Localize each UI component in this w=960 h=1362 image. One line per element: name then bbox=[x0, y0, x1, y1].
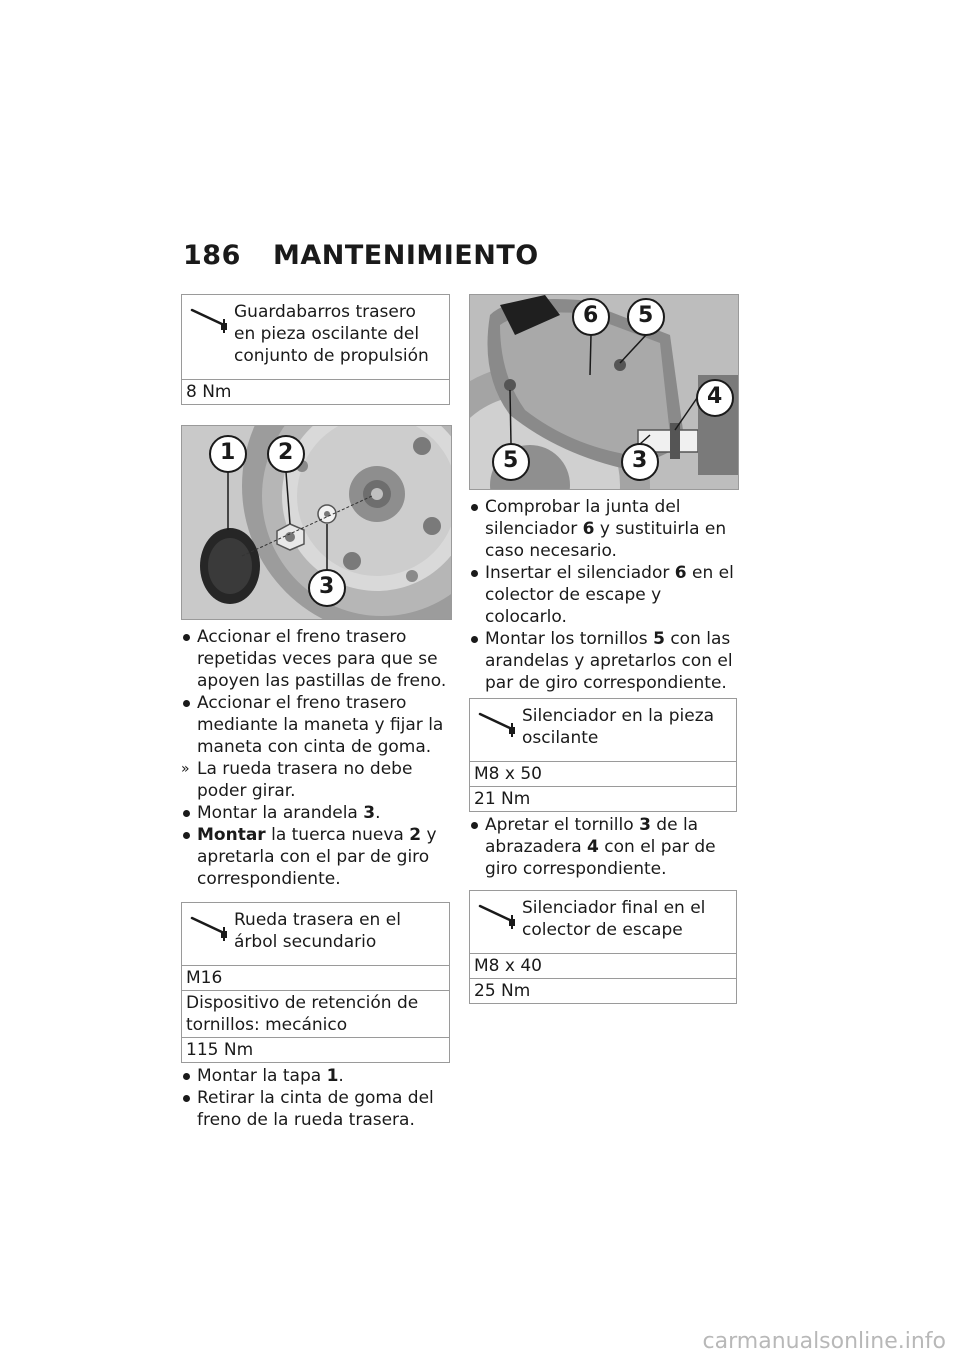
callout-5: 5 bbox=[638, 303, 654, 328]
spec-row: 25 Nm bbox=[470, 978, 736, 1003]
step-item: Montar la arandela 3. bbox=[197, 803, 381, 823]
figure-silencer bbox=[469, 294, 739, 490]
torque-wrench-icon bbox=[478, 709, 518, 739]
spec-head bbox=[470, 891, 736, 953]
callout-3: 3 bbox=[632, 448, 648, 473]
callout-1: 1 bbox=[220, 440, 236, 465]
step-item: Insertar el silenciador 6 en el colector de escape y colocarlo. bbox=[485, 563, 734, 627]
step-item: Montar la tapa 1. bbox=[197, 1066, 344, 1086]
figure-rear-wheel bbox=[181, 425, 452, 620]
right-column bbox=[469, 294, 737, 1004]
callout-4: 4 bbox=[707, 384, 723, 409]
page-header bbox=[183, 240, 539, 271]
spec-head bbox=[182, 903, 449, 965]
spec-row: M8 x 40 bbox=[470, 953, 736, 978]
spec-head bbox=[182, 295, 449, 379]
step-list bbox=[469, 814, 737, 880]
step-list bbox=[181, 626, 450, 890]
left-column bbox=[181, 294, 450, 1131]
step-list bbox=[181, 1065, 450, 1131]
torque-wrench-icon bbox=[478, 901, 518, 931]
spec-row: M16 bbox=[182, 965, 449, 990]
torque-spec-fender bbox=[181, 294, 450, 405]
step-item: Accionar el freno trasero mediante la maneta y fijar la maneta con cinta de goma. bbox=[197, 693, 444, 757]
spec-row: 21 Nm bbox=[470, 786, 736, 811]
spec-row: 8 Nm bbox=[182, 379, 449, 404]
torque-spec-silencer-swingarm bbox=[469, 698, 737, 812]
spec-head bbox=[470, 699, 736, 761]
watermark: carmanualsonline.info bbox=[702, 1329, 946, 1354]
page-number: 186 bbox=[183, 240, 241, 271]
spec-title: Silenciador en la pieza oscilante bbox=[522, 706, 715, 748]
callout-6: 6 bbox=[583, 303, 599, 328]
step-item: Apretar el tornillo 3 de la abrazadera 4 con el par de giro correspondiente. bbox=[485, 815, 716, 879]
spec-title: Guardabarros trasero en pieza oscilante del conjunto de propulsión bbox=[234, 302, 429, 366]
torque-spec-rear-wheel bbox=[181, 902, 450, 1063]
torque-spec-silencer-manifold bbox=[469, 890, 737, 1004]
spec-title: Rueda trasera en el árbol secundario bbox=[234, 910, 401, 952]
spec-row: M8 x 50 bbox=[470, 761, 736, 786]
step-item: Montar los tornillos 5 con las arandelas y apretarlos con el par de giro correspondiente. bbox=[485, 629, 733, 693]
result-arrow-icon: » bbox=[181, 761, 190, 777]
step-item: Montar la tuerca nueva 2 y apretarla con el par de giro correspondiente. bbox=[197, 825, 437, 889]
callout-5b: 5 bbox=[503, 448, 519, 473]
torque-wrench-icon bbox=[190, 913, 230, 943]
step-item: Comprobar la junta del silenciador 6 y sustituirla en caso necesario. bbox=[485, 497, 727, 561]
step-item: Retirar la cinta de goma del freno de la rueda trasera. bbox=[197, 1088, 434, 1130]
section-title: MANTENIMIENTO bbox=[273, 240, 539, 271]
torque-wrench-icon bbox=[190, 305, 230, 335]
result-item: » La rueda trasera no debe poder girar. bbox=[181, 759, 413, 801]
callout-2: 2 bbox=[278, 440, 294, 465]
step-item: Accionar el freno trasero repetidas veces para que se apoyen las pastillas de freno. bbox=[197, 627, 447, 691]
step-list bbox=[469, 496, 737, 694]
callout-3: 3 bbox=[319, 574, 335, 599]
spec-title: Silenciador final en el colector de escape bbox=[522, 898, 706, 940]
spec-row: 115 Nm bbox=[182, 1037, 449, 1062]
spec-row: Dispositivo de retención de tornillos: mecánico bbox=[182, 990, 449, 1037]
